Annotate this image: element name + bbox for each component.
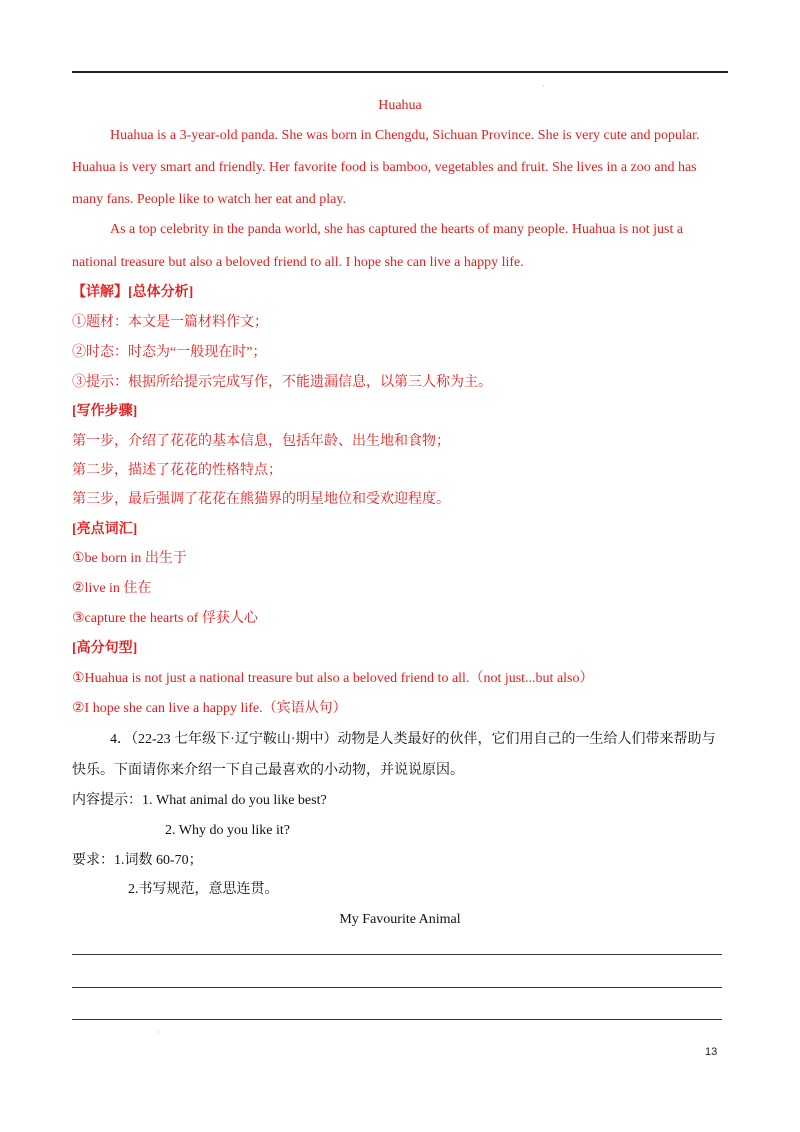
hint-1: 内容提示：1. What animal do you like best? (72, 793, 327, 808)
scan-speck-2: · (157, 1028, 160, 1037)
analysis-heading: 【详解】[总体分析] (72, 285, 194, 300)
passage-line-2: Huahua is very smart and friendly. Her favorite food is bamboo, vegetables and fruit. She lives in a zoo and has (72, 160, 697, 175)
steps-heading: [写作步骤] (72, 404, 138, 419)
answer-line-2[interactable] (72, 987, 722, 988)
scan-speck: · (542, 82, 545, 91)
answer-line-1[interactable] (72, 954, 722, 955)
passage-line-4: As a top celebrity in the panda world, she has captured the hearts of many people. Huahua is not just a (110, 222, 684, 237)
analysis-item-3: ③提示：根据所给提示完成写作，不能遗漏信息，以第三人称为主。 (72, 375, 492, 390)
vocab-item-2: ②live in 住在 (72, 581, 152, 596)
page-number: 13 (705, 1046, 718, 1058)
passage-line-5: national treasure but also a beloved friend to all. I hope she can live a happy life. (72, 255, 524, 270)
step-2: 第二步，描述了花花的性格特点； (72, 463, 282, 478)
passage-line-1: Huahua is a 3-year-old panda. She was born in Chengdu, Sichuan Province. She is very cute and popular. (110, 128, 700, 143)
passage-line-3: many fans. People like to watch her eat and play. (72, 192, 346, 207)
question-text-2: 快乐。下面请你来介绍一下自己最喜欢的小动物，并说说原因。 (72, 763, 464, 778)
sentences-heading: [高分句型] (72, 641, 138, 656)
step-1: 第一步，介绍了花花的基本信息，包括年龄、出生地和食物； (72, 434, 450, 449)
vocab-heading: [亮点词汇] (72, 522, 138, 537)
requirement-2: 2.书写规范，意思连贯。 (128, 882, 279, 897)
step-3: 第三步，最后强调了花花在熊猫界的明星地位和受欢迎程度。 (72, 492, 450, 507)
vocab-item-3: ③capture the hearts of 俘获人心 (72, 611, 258, 626)
sentence-item-1: ①Huahua is not just a national treasure but also a beloved friend to all.（not just...but also） (72, 671, 594, 686)
passage-title: Huahua (378, 98, 422, 113)
requirement-1: 要求：1.词数 60-70； (72, 853, 203, 868)
header-rule (72, 71, 728, 73)
analysis-item-2: ②时态：时态为“一般现在时”； (72, 345, 267, 360)
question-text-1: 4．（22-23 七年级下·辽宁鞍山·期中）动物是人类最好的伙伴，它们用自己的一生给人们带来帮助与 (110, 732, 716, 747)
hint-2: 2. Why do you like it? (165, 823, 290, 838)
sentence-item-2: ②I hope she can live a happy life.（宾语从句） (72, 701, 347, 716)
essay-title: My Favourite Animal (339, 912, 461, 927)
answer-line-3[interactable] (72, 1019, 722, 1020)
analysis-item-1: ①题材：本文是一篇材料作文； (72, 315, 268, 330)
vocab-item-1: ①be born in 出生于 (72, 551, 187, 566)
